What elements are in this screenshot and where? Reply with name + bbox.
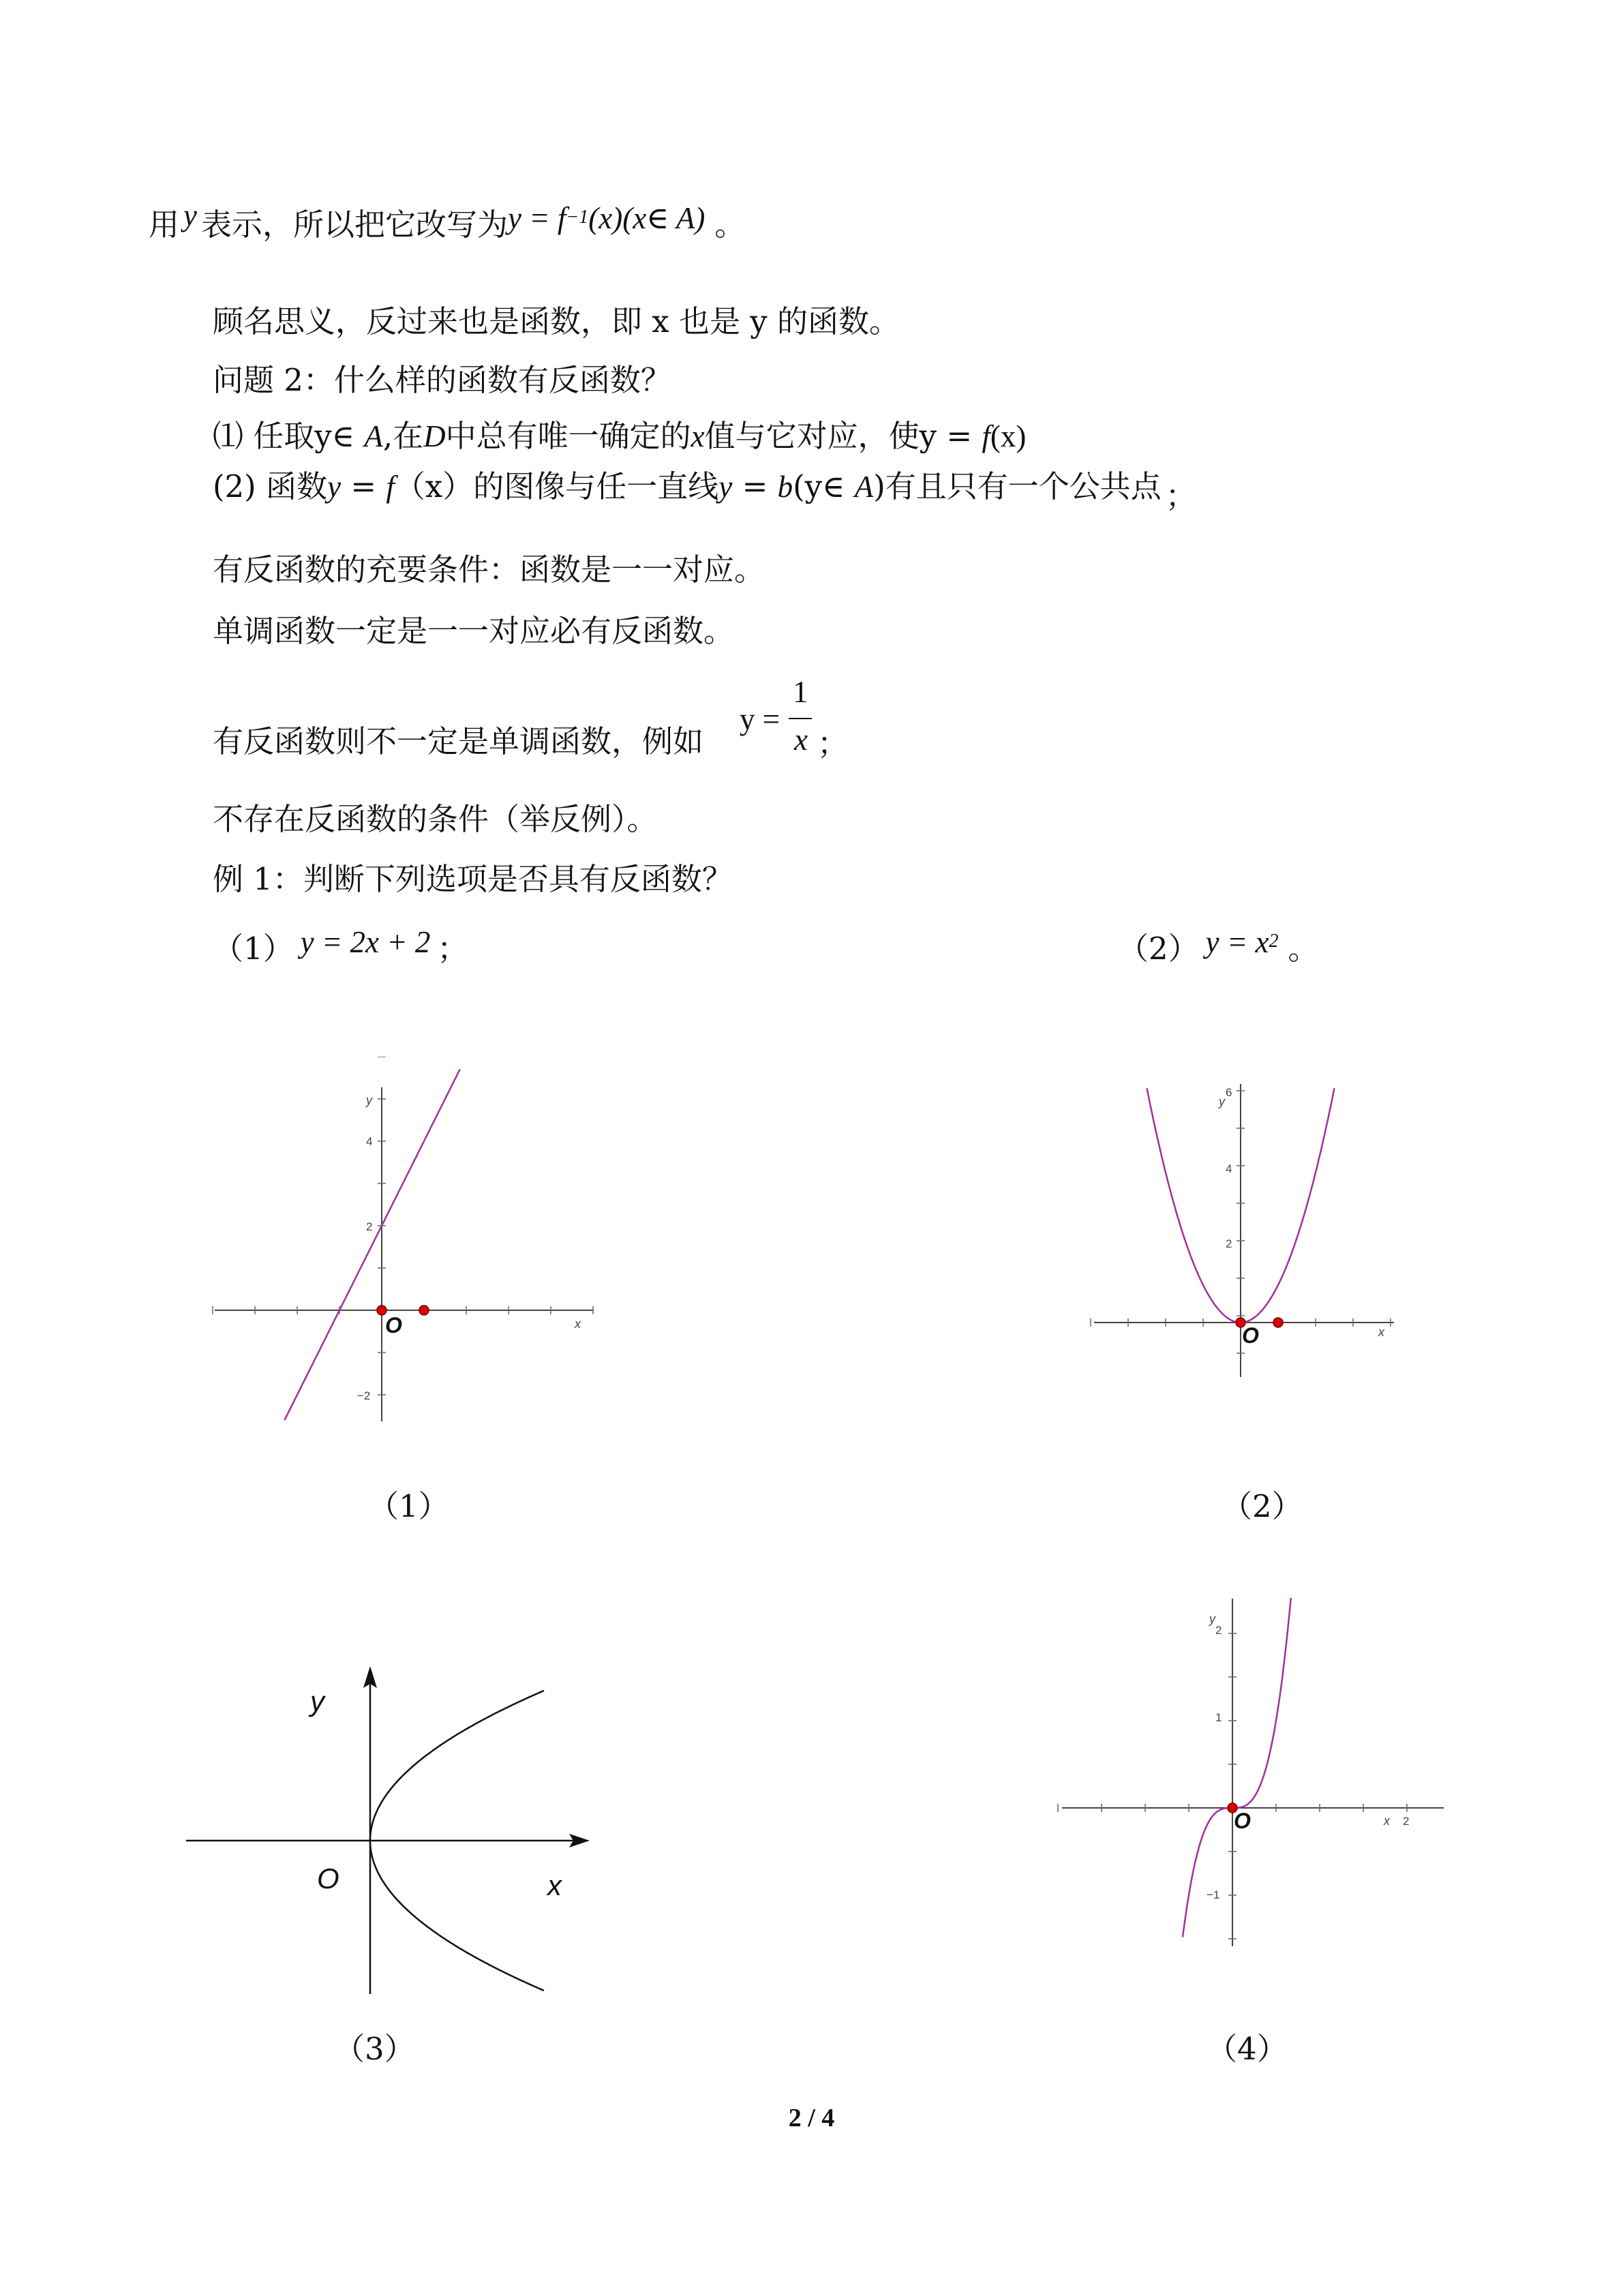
text-line-5: (2) 函数y = f（x）的图像与任一直线y = b(y∈ A)有且只有一个公共点 ； (213, 468, 1196, 514)
text-line-3: 问题 2：什么样的函数有反函数？ (213, 362, 671, 398)
origin-label: O (1234, 1809, 1251, 1833)
text-line-4: ⑴ 任取y∈ A,在D中总有唯一确定的x值与它对应，使y = f(x) (213, 418, 1027, 454)
y-axis-label: y (310, 1685, 324, 1717)
text-line-2: 顾名思义，反过来也是函数，即 x 也是 y 的函数。 (213, 303, 900, 339)
graph-linear (198, 1057, 607, 1438)
origin-label: O (385, 1313, 402, 1338)
x-axis-label: x (1384, 1814, 1390, 1828)
y-axis-label: y (366, 1093, 372, 1107)
point-x-one (419, 1305, 429, 1315)
text-line-6: 有反函数的充要条件：函数是一一对应。 (213, 552, 765, 588)
tick-label-y-neg1: −1 (1207, 1888, 1220, 1901)
tick-label-y2: 2 (366, 1220, 373, 1233)
graph-sideways-parabola (181, 1657, 603, 2004)
linear-function-curve (284, 1070, 459, 1421)
y-axis-label: y (1209, 1612, 1215, 1626)
graph-parabola (1084, 1070, 1411, 1398)
cubic-function-curve (1183, 1598, 1291, 1937)
tick-label-y4: 4 (366, 1135, 373, 1148)
text-line-9: 不存在反函数的条件（举反例）。 (213, 801, 658, 837)
caption-fig2: （2） (1222, 1488, 1303, 1524)
example-2: （2） $y = x^2$ 。 (1118, 925, 1319, 967)
text-line-8: 有反函数则不一定是单调函数，例如 (213, 723, 704, 759)
tick-label-y2: 2 (1226, 1237, 1232, 1250)
page-number: 2 / 4 (788, 2104, 835, 2132)
origin-label: O (317, 1862, 339, 1894)
example-1: （1） y = 2x + 2 ； (213, 925, 468, 967)
tick-label-y4: 4 (1226, 1162, 1232, 1175)
tick-label-y-neg2: −2 (357, 1389, 371, 1402)
tick-label-y1: 1 (1215, 1711, 1222, 1724)
point-x-one (1273, 1318, 1283, 1327)
text-line-10: 例 1：判断下列选项是否具有反函数？ (213, 861, 733, 897)
x-axis-label: x (575, 1317, 581, 1331)
text-line-1: 用 y 表示，所以把它改写为$y = f^{-1}(x)(x\in$ A) 。 (149, 198, 746, 243)
tick-label-y2: 2 (1215, 1624, 1222, 1637)
caption-fig4: （4） (1207, 2031, 1288, 2067)
x-axis-label: x (547, 1869, 562, 1901)
x-axis-label: x (1378, 1325, 1384, 1339)
origin-label: O (1242, 1323, 1259, 1348)
graph-cubic (1055, 1585, 1451, 1967)
tick-label-x2: 2 (1403, 1815, 1410, 1828)
caption-fig3: （3） (334, 2031, 415, 2067)
tick-label-y6: 6 (1226, 1086, 1232, 1099)
caption-fig1: （1） (368, 1488, 449, 1524)
y-axis-label: y (1219, 1095, 1225, 1108)
text-line-7: 单调函数一定是一一对应必有反函数。 (213, 613, 735, 649)
